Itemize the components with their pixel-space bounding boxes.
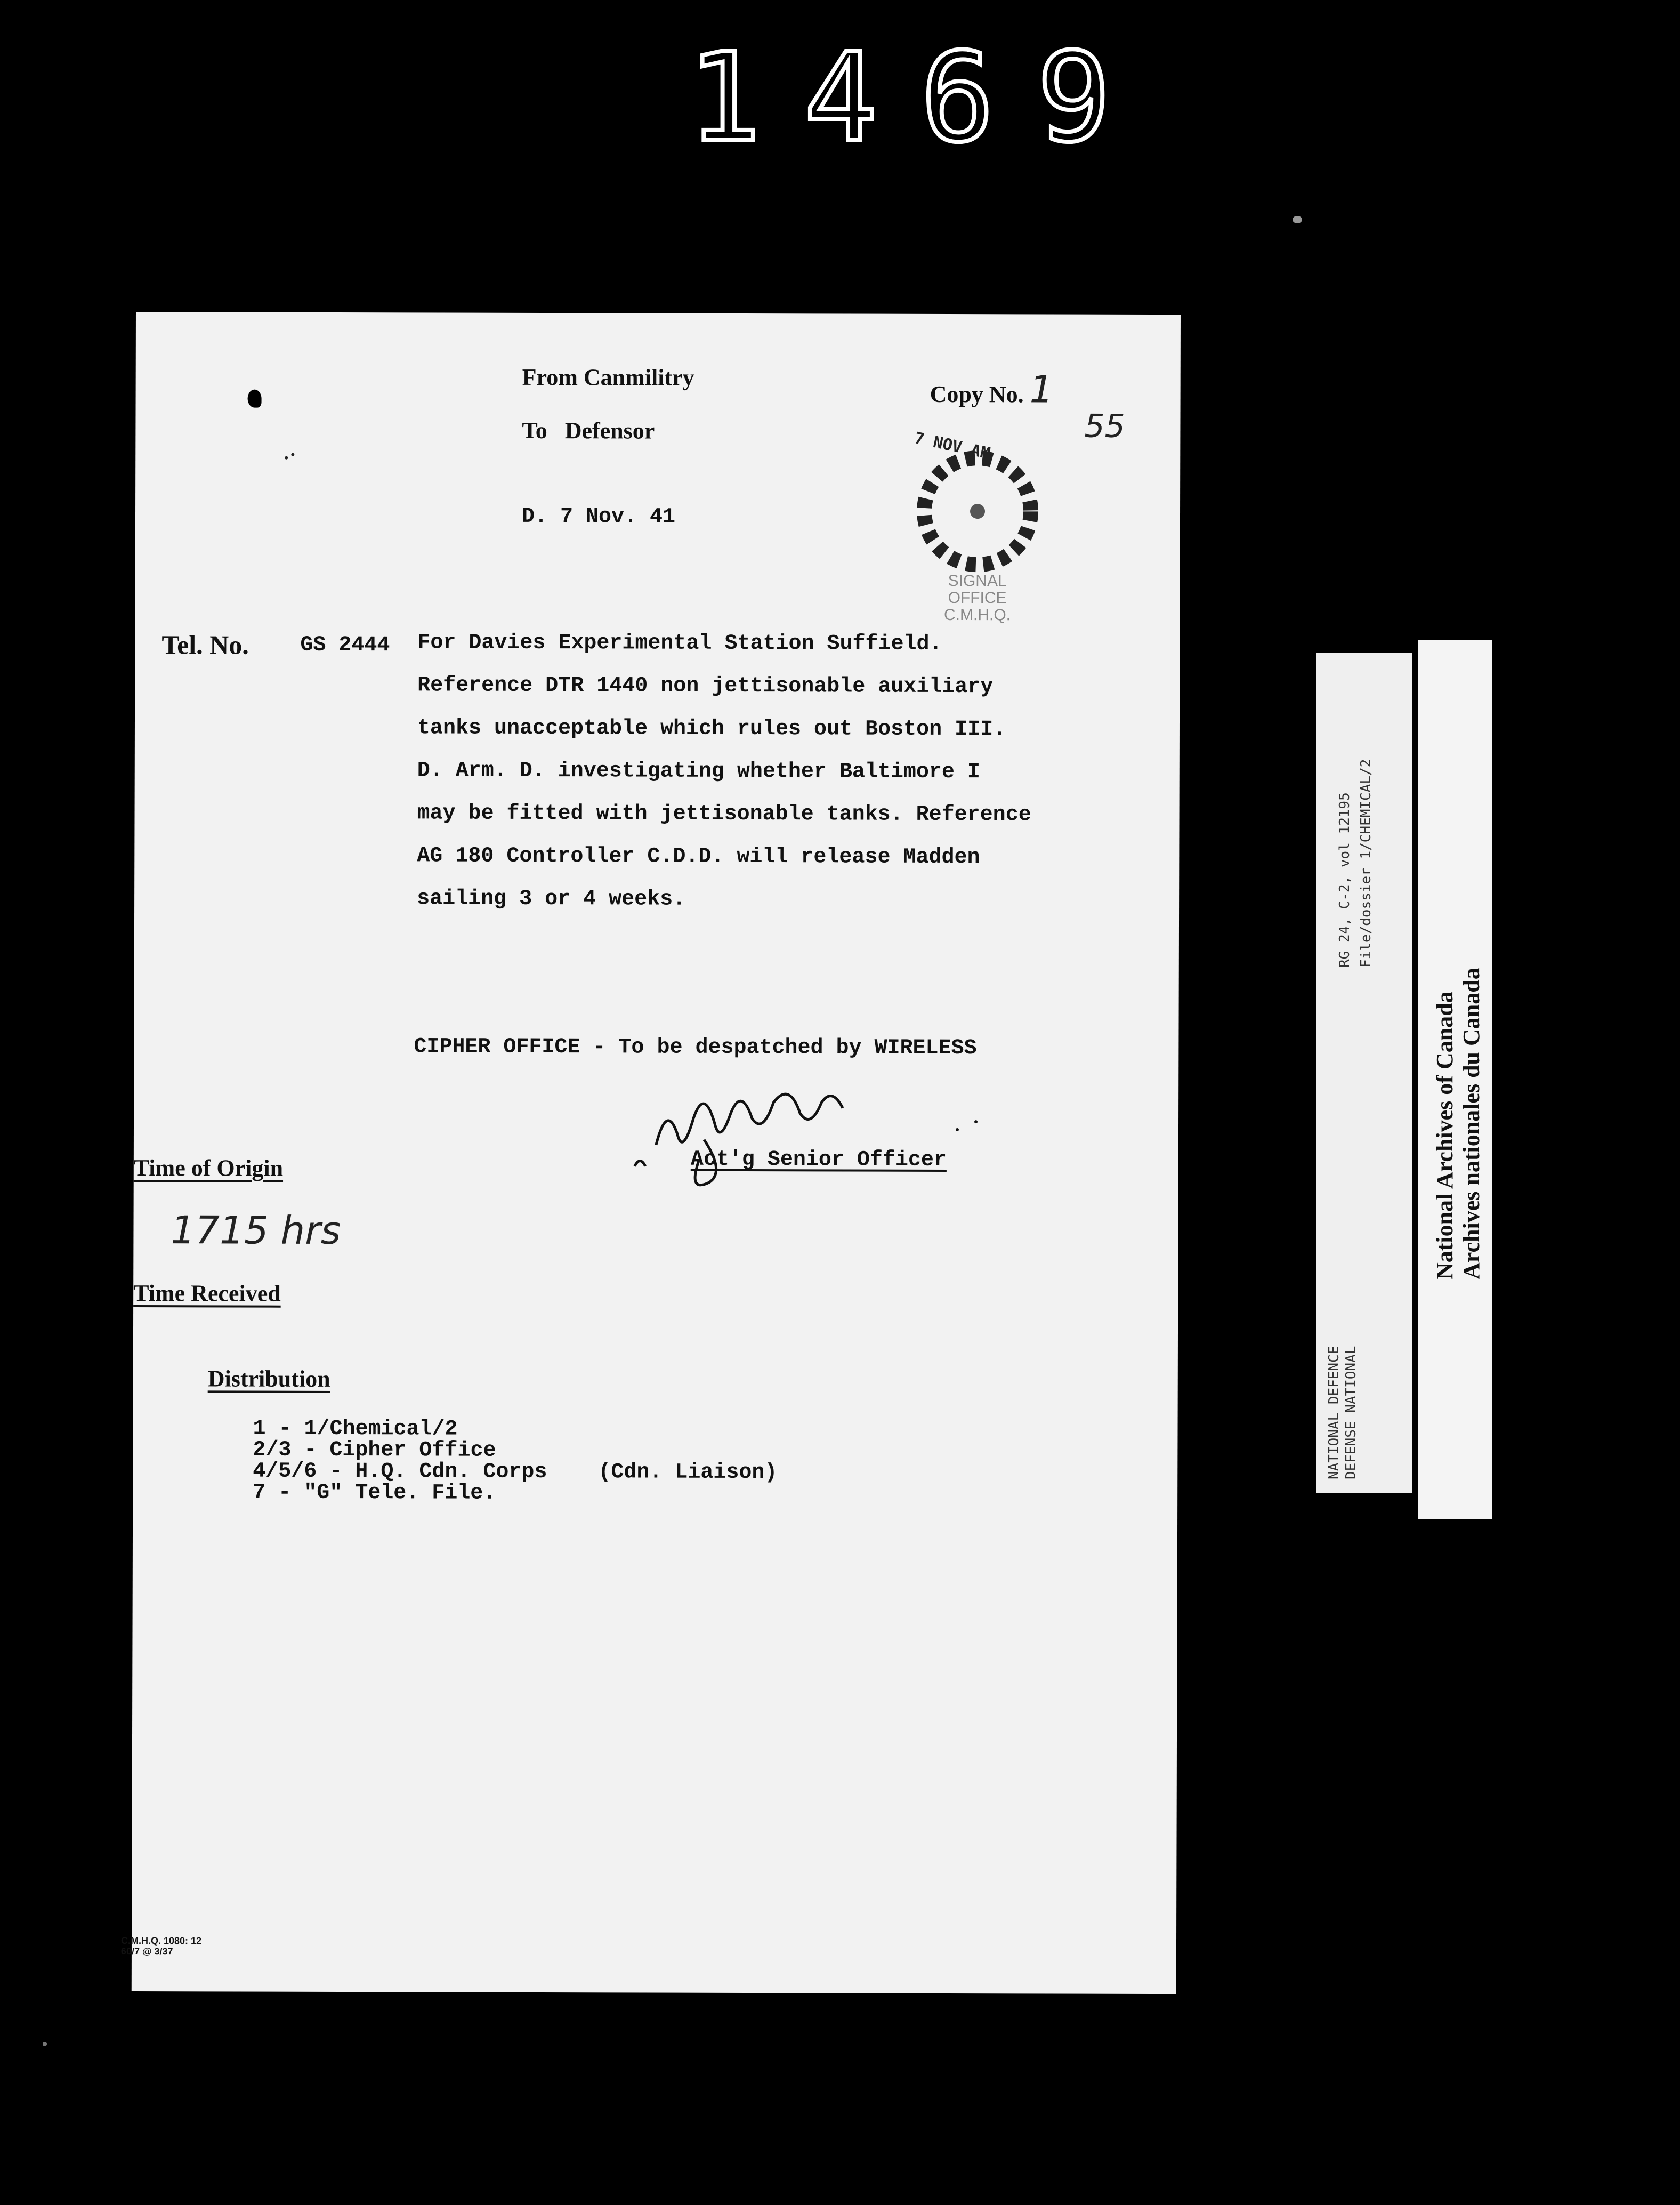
message-body (417, 622, 1032, 922)
tel-no-value: GS 2444 (300, 633, 390, 658)
archive-name-french: Archives nationales du Canada (1458, 968, 1484, 1279)
from-label: From (522, 364, 578, 391)
distribution-item: 2/3 - Cipher Office (253, 1438, 496, 1463)
tel-no-label: Tel. No. (161, 630, 249, 660)
copy-line (930, 367, 1054, 412)
distribution-list (253, 1419, 778, 1506)
handwritten-signature (624, 1070, 998, 1210)
department-line-1: NATIONAL DEFENCE (1326, 1346, 1342, 1479)
punch-dots (285, 456, 288, 460)
from-value: Canmilitry (583, 364, 694, 391)
form-code (121, 1935, 201, 1957)
copy-label: Copy No. (930, 381, 1024, 408)
to-label: To (522, 417, 547, 444)
message-line: AG 180 Controller C.D.D. will release Madden (417, 844, 980, 870)
message-line: D. Arm. D. investigating whether Baltimore I (417, 759, 980, 785)
time-of-origin-value: 1715 hrs (171, 1208, 341, 1253)
signal-office-stamp (892, 431, 1063, 656)
date-line: D. 7 Nov. 41 (521, 504, 676, 529)
time-received-label: Time Received (133, 1279, 281, 1307)
national-archives-slip (1418, 640, 1492, 1519)
time-of-origin-label: Time of Origin (133, 1154, 284, 1181)
stamp-text (929, 573, 1025, 624)
distribution-item: 7 - "G" Tele. File. (253, 1480, 496, 1506)
archive-name-english: National Archives of Canada (1432, 991, 1458, 1279)
message-line: sailing 3 or 4 weeks. (417, 887, 686, 912)
handwritten-page-number: 55 (1084, 407, 1125, 445)
archive-reference-line-1: RG 24, C-2, vol 12195 (1337, 792, 1353, 968)
stamp-line-1: SIGNAL (948, 572, 1007, 590)
distribution-item: 1 - 1/Chemical/2 (253, 1417, 458, 1442)
to-line (522, 417, 655, 445)
message-line: may be fitted with jettisonable tanks. Reference (417, 801, 1031, 827)
film-speck (1293, 216, 1302, 223)
archive-reference-line-2: File/dossier 1/CHEMICAL/2 (1358, 759, 1374, 968)
distribution-item: 4/5/6 - H.Q. Cdn. Corps (Cdn. Liaison) (253, 1459, 778, 1485)
message-line: For Davies Experimental Station Suffield. (417, 631, 942, 656)
signature-title: Act'g Senior Officer (690, 1147, 947, 1172)
frame-number: 1469 (688, 27, 1153, 170)
distribution-heading: Distribution (207, 1365, 330, 1392)
form-code-line-2: 60/7 @ 3/37 (120, 1945, 173, 1957)
cipher-instruction: CIPHER OFFICE - To be despatched by WIRELESS (414, 1035, 977, 1061)
stamp-line-2: OFFICE (948, 589, 1007, 607)
archive-reference-slip (1316, 653, 1412, 1493)
message-line: tanks unacceptable which rules out Boston III. (417, 716, 1006, 742)
punch-mark (248, 390, 262, 408)
department-line-2: DEFENSE NATIONAL (1343, 1346, 1359, 1479)
copy-value: 1 (1029, 367, 1054, 412)
to-value: Defensor (564, 417, 655, 444)
telegram-form (120, 312, 1181, 1994)
stamp-date: 7 NOV AM (912, 429, 992, 463)
message-line: Reference DTR 1440 non jettisonable auxiliary (417, 673, 994, 699)
from-line (522, 364, 694, 391)
form-code-line-1: C.M.H.Q. 1080: 12 (120, 1935, 202, 1946)
film-speck (43, 2042, 47, 2046)
stamp-line-3: C.M.H.Q. (943, 606, 1011, 624)
